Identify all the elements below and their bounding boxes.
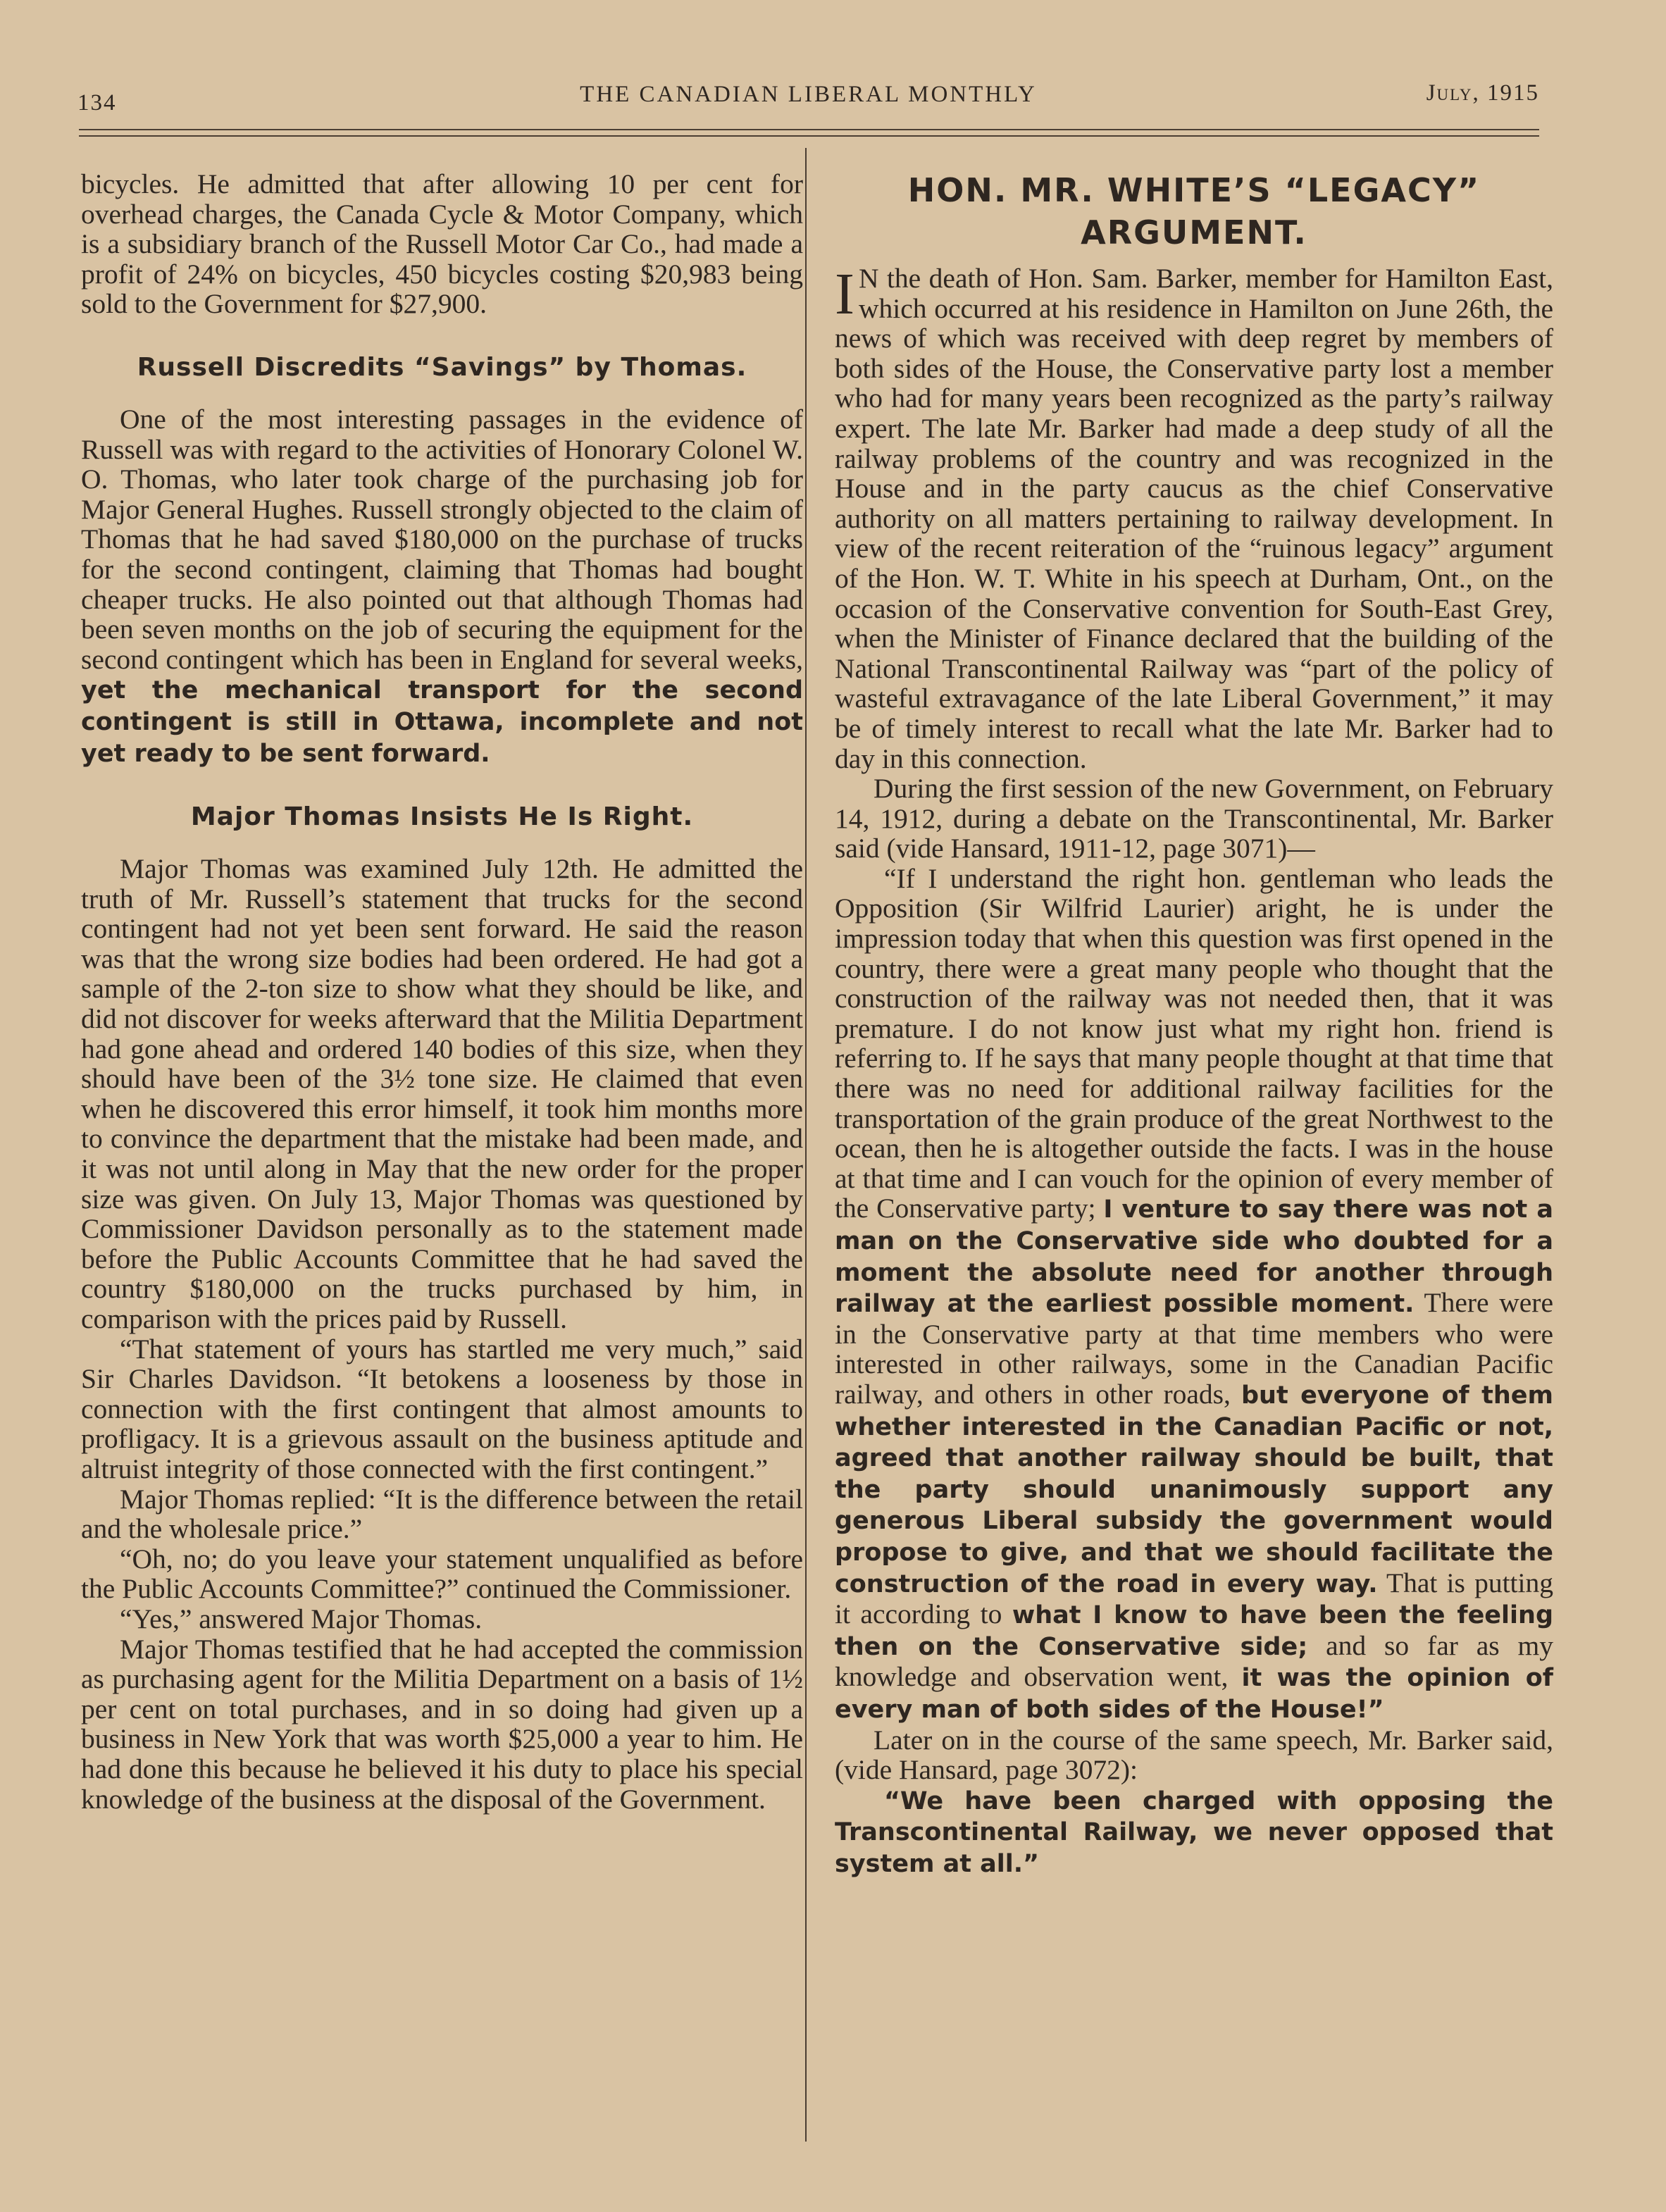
header-rule-bottom: [79, 135, 1539, 137]
paragraph: Later on in the course of the same speech, Mr. Barker said, (vide Hansard, page 3072):: [835, 1724, 1553, 1786]
emphasis: but everyone of them whether interested in the Canadian Pacific or not, agreed that another railway should be built, that the party should unanimously support any generous Liberal subsidy the government would propose to give, and that we should facilitate the construction of the road in every way.: [835, 1381, 1554, 1598]
paragraph: bicycles. He admitted that after allowing 10 per cent for overhead charges, the Canada Cycle & Motor Company, which is a subsidiary branch of the Russell Motor Car Co., had made a profit of 24% on bicycles, 450 bicycles costing $20,983 being sold to the Government for $27,900.: [81, 168, 803, 320]
emphasis: what I know to have been the feeling then on the Conservative side;: [835, 1601, 1554, 1661]
paragraph: Major Thomas testified that he had accepted the commission as purchasing agent for the Militia Department on a basis of 1½ per cent on total purchases, and in so doing had given up a business in New York that was worth $25,000 a year to him. He had done this because he believed it his duty to place his special knowledge of the business at the disposal of the Government.: [81, 1633, 803, 1815]
paragraph: During the first session of the new Government, on February 14, 1912, during a debate on the Transcontinental, Mr. Barker said (vide Hansard, 1911-12, page 3071)—: [835, 773, 1553, 864]
right-column: [835, 169, 1553, 1879]
emphasis: “We have been charged with opposing the Transcontinental Railway, we never opposed that system at all.”: [835, 1787, 1553, 1878]
paragraph: “Yes,” answered Major Thomas.: [120, 1603, 483, 1634]
article-title: HON. MR. WHITE’S “LEGACY” ARGUMENT.: [907, 171, 1481, 251]
running-header: [77, 79, 1539, 121]
issue-date: July, 1915: [1426, 80, 1539, 106]
paragraph: Major Thomas was examined July 12th. He admitted the truth of Mr. Russell’s statement that trucks for the second contingent had not yet been sent forward. He said the reason was that the wrong size bodies had been ordered. He had got a sample of the 2-ton size to show what they should be like, and did not discover for weeks afterward that the Militia Department had gone ahead and ordered 140 bodies of this size, when they should have been of the 3½ tone size. He claimed that even when he discovered this error himself, it took him months more to convince the department that the mistake had been made, and it was not until along in May that the new order for the proper size was given. On July 13, Major Thomas was questioned by Commissioner Davidson personally as to the statement made before the Public Accounts Committee that he had saved the country $180,000 on the trucks purchased by him, in comparison with the prices paid by Russell.: [81, 853, 803, 1334]
header-rule-top: [79, 129, 1539, 130]
left-column: [81, 169, 803, 1814]
emphasis: it was the opinion of every man of both sides of the House!”: [835, 1664, 1554, 1724]
paragraph: “Oh, no; do you leave your statement unqualified as before the Public Accounts Committee?” continued the Commissioner.: [81, 1543, 803, 1605]
publication-title: THE CANADIAN LIBERAL MONTHLY: [580, 82, 1037, 107]
quote-paragraph: “If I understand the right hon. gentleman who leads the Opposition (Sir Wilfrid Laurier) aright, he is under the impression today that when this question was first opened in the country, there were a great many people who thought that the construction of the railway was not needed then, that it was premature. I do not know just what my right hon. friend is referring to. If he says that many people thought at that time that there was no need for additional railway facilities for the transportation of the grain produce of the great Northwest to the ocean, then he is altogether outside the facts. I was in the house at that time and I can vouch for the opinion of every member of the Conservative party; I venture to say there was not a man on the Conservative side who doubted for a moment the absolute need for another through railway at the earliest possible moment. There were in the Conservative party at that time members who were interested in other railways, some in the Canadian Pacific railway, and others in other roads, but everyone of them whether interested in the Canadian Pacific or not, agreed that another railway should be built, that the party should unanimously support any generous Liberal subsidy the government would propose to give, and that we should facilitate the construction of the road in every way. That is putting it according to what I know to have been the feeling then on the Conservative side; and so far as my knowledge and observation went, it was the opinion of every man of both sides of the House!”: [835, 862, 1554, 1724]
quote-paragraph: [835, 1785, 1553, 1879]
page-number: 134: [77, 90, 117, 116]
emphasis: I venture to say there was not a man on the Conservative side who doubted for a moment the absolute need for another through railway at the earliest possible moment.: [835, 1195, 1553, 1319]
paragraph: One of the most interesting passages in the evidence of Russell was with regard to the activities of Honorary Colonel W. O. Thomas, who later took charge of the purchasing job for Major General Hughes. Russell strongly objected to the claim of Thomas that he had saved $180,000 on the purchase of trucks for the second contingent, claiming that Thomas had bought cheaper trucks. He also pointed out that although Thomas had been seven months on the job of securing the equipment for the second contingent which has been in England for several weeks, yet the mechanical transport for the second contingent is still in Ottawa, incomplete and not yet ready to be sent forward.: [81, 403, 803, 768]
subheading: Russell Discredits “Savings” by Thomas.: [137, 352, 747, 382]
paragraph: “That statement of yours has startled me very much,” said Sir Charles Davidson. “It betokens a looseness by those in connection with the first contingent that almost amounts to profligacy. It is a grievous assault on the business aptitude and altruist integrity of those connected with the first contingent.”: [81, 1333, 803, 1484]
drop-cap: I: [835, 261, 854, 327]
paragraph: Major Thomas replied: “It is the difference between the retail and the wholesale price.”: [81, 1483, 803, 1545]
paragraph: I N the death of Hon. Sam. Barker, member for Hamilton East, which occurred at his residence in Hamilton on June 26th, the news of which was received with deep regret by members of both sides of the House, the Conservative party lost a member who had for many years been recognized as the party’s railway expert. The late Mr. Barker had made a deep study of all the railway problems of the country and was recognized in the House and in the party caucus as the chief Conservative authority on all matters pertaining to railway development. In view of the recent reiteration of the “ruinous legacy” argument of the Hon. W. T. White in his speech at Durham, Ont., on the occasion of the Conservative convention for South-East Grey, when the Minister of Finance declared that the building of the National Transcontinental Railway was “part of the policy of wasteful extravagance of the late Liberal Government,” it may be of timely interest to recall what the late Mr. Barker had to day in this connection.: [835, 261, 1553, 774]
subheading: Major Thomas Insists He Is Right.: [190, 802, 694, 832]
column-divider: [805, 148, 807, 2142]
emphasis: yet the mechanical transport for the second contingent is still in Ottawa, incomplete and not yet ready to be sent forward.: [81, 676, 803, 768]
